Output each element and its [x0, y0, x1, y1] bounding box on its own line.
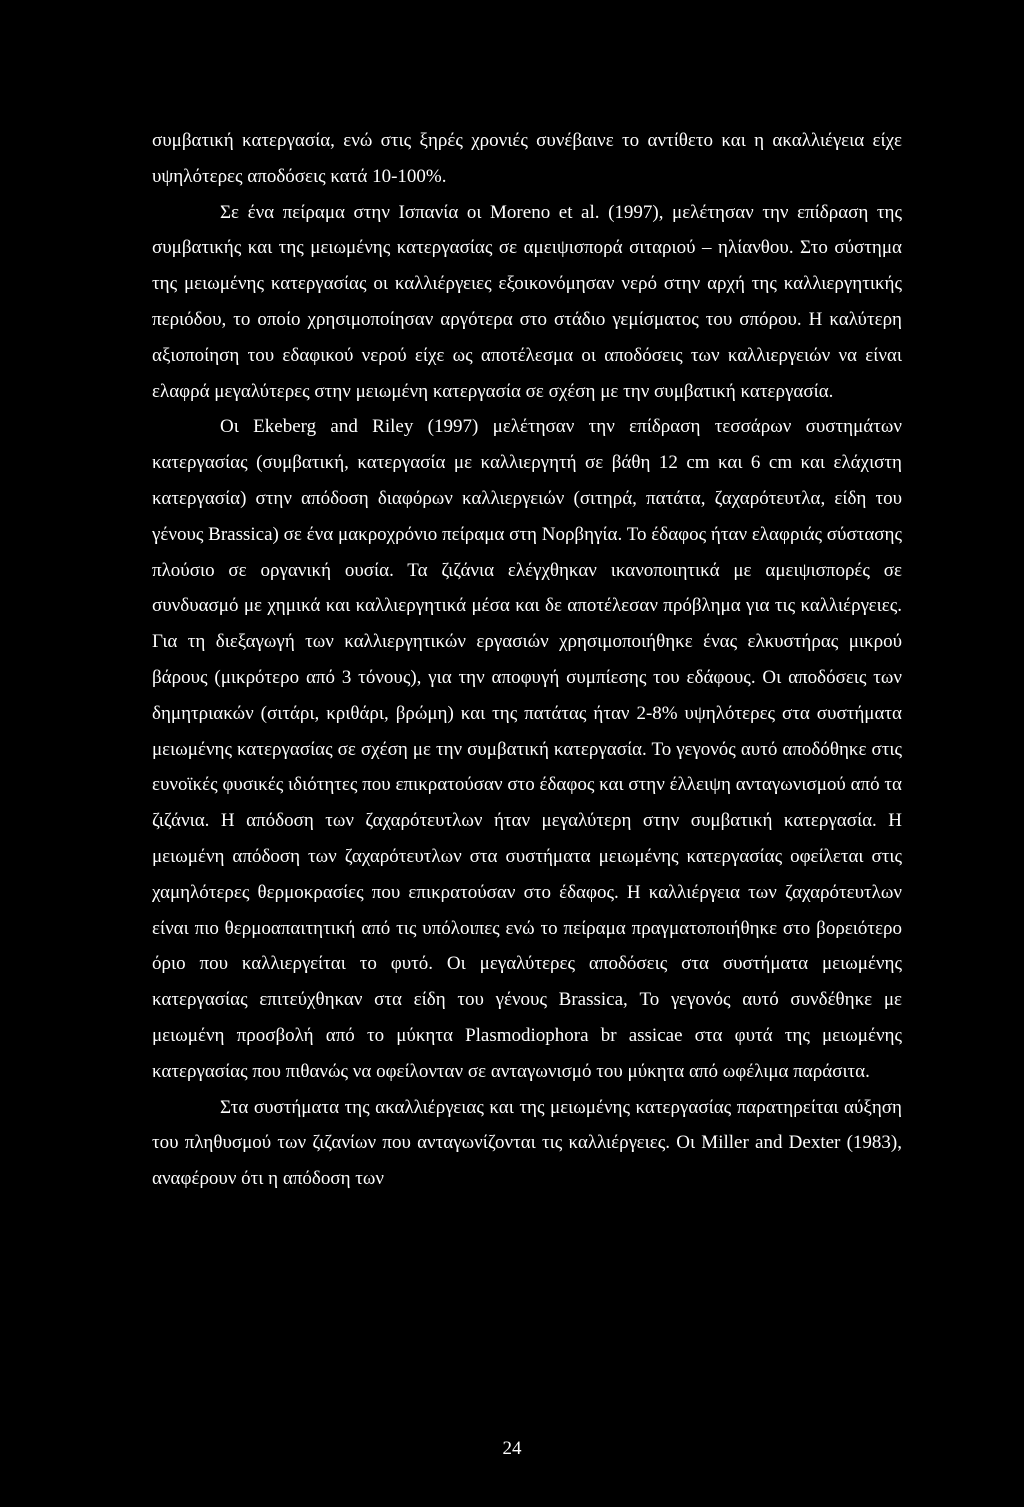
paragraph-4: Στα συστήματα της ακαλλιέργειας και της μειωμένης κατεργασίας παρατηρείται αύξηση του πληθυσμού των ζιζανίων που ανταγωνίζονται τις καλλιέργειες. Οι Miller and Dexter (1983), αναφέρουν ότι η απόδοση των	[152, 1096, 902, 1190]
page-number: 24	[502, 1438, 522, 1459]
paragraph-3: Οι Ekeberg and Riley (1997) μελέτησαν την επίδραση τεσσάρων συστημάτων κατεργασίας (συμβατική, κατεργασία με καλλιεργητή σε βάθη 12 cm και 6 cm και ελάχιστη κατεργασία) στην απόδοση διαφόρων καλλιεργειών (σιτηρά, πατάτα, ζαχαρότευτλα, είδη του γένους Brassica) σε ένα μακροχρόνιο πείραμα στη Νορβηγία. Το έδαφος ήταν ελαφριάς σύστασης πλούσιο σε οργανική ουσία. Τα ζιζάνια ελέγχθηκαν ικανοποιητικά με αμειψισπορές σε συνδυασμό με χημικά και καλλιεργητικά μέσα και δε αποτέλεσαν πρόβλημα για τις καλλιέργειες. Για τη διεξαγωγή των καλλιεργητικών εργασιών χρησιμοποιήθηκε ένας ελκυστήρας μικρού βάρους (μικρότερο από 3 τόνους), για την αποφυγή συμπίεσης του εδάφους. Οι αποδόσεις των δημητριακών (σιτάρι, κριθάρι, βρώμη) και της πατάτας ήταν 2-8% υψηλότερες στα συστήματα μειωμένης κατεργασίας σε σχέση με την συμβατική κατεργασία. Το γεγονός αυτό αποδόθηκε στις ευνοϊκές φυσικές ιδιότητες που επικρατούσαν στο έδαφος και στην έλλειψη ανταγωνισμού από τα ζιζάνια. Η απόδοση των ζαχαρότευτλων ήταν μεγαλύτερη στην συμβατική κατεργασία. Η μειωμένη απόδοση των ζαχαρότευτλων στα συστήματα μειωμένης κατεργασίας οφείλεται στις χαμηλότερες θερμοκρασίες που επικρατούσαν στο έδαφος. Η καλλιέργεια των ζαχαρότευτλων είναι πιο θερμοαπαιτητική από τις υπόλοιπες ενώ το πείραμα πραγματοποιήθηκε στο βορειότερο όριο που καλλιεργείται το φυτό. Οι μεγαλύτερες αποδόσεις στα συστήματα μειωμένης κατεργασίας επιτεύχθηκαν στα είδη του γένους Brassica, Το γεγονός αυτό συνδέθηκε με μειωμένη προσβολή από το μύκητα Plasmodiophora br assicae στα φυτά της μειωμένης κατεργασίας που πιθανώς να οφείλονταν σε ανταγωνισμό του μύκητα από ωφέλιμα παράσιτα.	[152, 416, 902, 1082]
paragraph-1: συμβατική κατεργασία, ενώ στις ξηρές χρονιές συνέβαινε το αντίθετο και η ακαλλιέγεια είχε υψηλότερες αποδόσεις κατά 10-100%.	[152, 130, 902, 187]
body-text	[152, 123, 902, 1197]
paragraph-2: Σε ένα πείραμα στην Ισπανία οι Moreno et al. (1997), μελέτησαν την επίδραση της συμβατικής και της μειωμένης κατεργασίας σε αμειψισπορά σιταριού – ηλίανθου. Στο σύστημα της μειωμένης κατεργασίας οι καλλιέργειες εξοικονόμησαν νερό στην αρχή της καλλιεργητικής περιόδου, το οποίο χρησιμοποίησαν αργότερα στο στάδιο γεμίσματος του σπόρου. Η καλύτερη αξιοποίηση του εδαφικού νερού είχε ως αποτέλεσμα οι αποδόσεις των καλλιεργειών να είναι ελαφρά μεγαλύτερες στην μειωμένη κατεργασία σε σχέση με την συμβατική κατεργασία.	[152, 201, 902, 402]
